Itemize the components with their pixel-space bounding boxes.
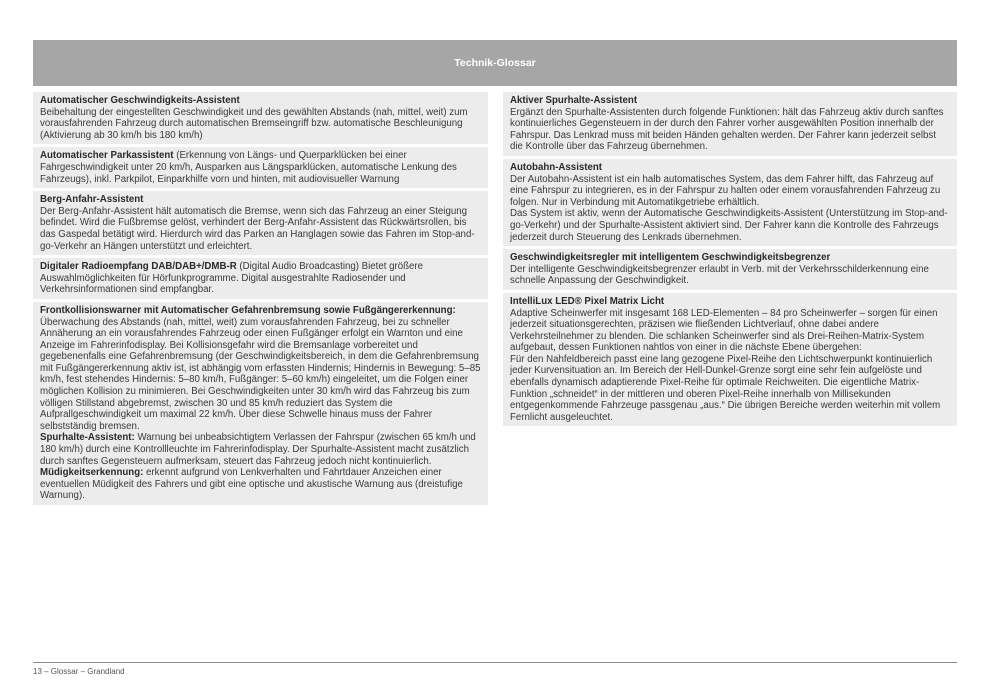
entry-text: Ergänzt den Spurhalte-Assistenten durch folgende Funktionen: hält das Fahrzeug aktiv durch sanftes kontinuierliches Gegensteuern in der durch den Fahrer vorher ausgewählten Position innerhalb der Fahrspur. Das Lenkrad muss mit beiden Händen gehalten werden. Der Fahrer kann jederzeit selbst die Kontrolle über das Fahrzeug übernehmen. [510,106,944,153]
entry-subtitle: Spurhalte-Assistent: [40,432,135,444]
entry-text: Für den Nahfeldbereich passt eine lang gezogene Pixel-Reihe den Lichtschwerpunkt kontinuierlich jeder Kurvensituation an. Im Bereich der Hell-Dunkel-Grenze sorgt eine sehr fein aufgelöste und ebenfalls dynamisch adaptierende Pixel-Reihe für optimale Reichweiten. Die eigentliche Matrix-Funktion „schneidet“ in der mittleren und oberen Pixel-Reihe innerhalb von Millisekunden entgegenkommende Fahrzeuge passgenau „aus.“ Die übrigen Bereiche werden weiterhin mit vollem Fernlicht ausgeleuchtet. [510,353,941,423]
glossary-header-bar [33,40,957,86]
entry-title: IntelliLux LED® Pixel Matrix Licht [510,295,665,307]
footer-divider [33,662,957,663]
entry-text: Überwachung des Abstands (nah, mittel, weit) zum vorausfahrenden Fahrzeug, bei zu schneller Annäherung an ein vorausfahrendes Fahrzeug oder einen Fußgänger erfolgt ein Warnton und eine Anzeige im Fahrerinfodisplay. Bei Kollisionsgefahr wird die Bremsanlage vorbereitet und gegebenenfalls eine Gefahrenbremsung (der Geschwindigkeitsbereich, in dem die Gefahrenbremsung mit Fußgängererkennung aktiv ist, ist abhängig vom erfassten Hindernis; Hindernis in Bewegung: 5–85 km/h, fest stehendes Hindernis: 5–80 km/h, Fußgänger: 5–60 km/h) eingeleitet, um die Folgen einer möglichen Kollision zu minimieren. Bei Geschwindigkeiten unter 30 km/h wird das Fahrzeug bis zum völligen Stillstand abgebremst, zwischen 30 und 85 km/h reduziert das System die Aufprallgeschwindigkeit um maximal 22 km/h. Über diese Schwelle hinaus muss der Fahrer selbstständig bremsen. [40,316,481,432]
right-column [503,92,957,429]
entry-text: Der Berg-Anfahr-Assistent hält automatisch die Bremse, wenn sich das Fahrzeug an einer Steigung befindet. Wird die Fußbremse gelöst, verhindert der Berg-Anfahr-Assistent das Rückwärtsrollen, bis das Gaspedal betätigt wird. Hierdurch wird das Parken an Hanglagen sowie das Fahren im Stop-and-go-Verkehr an Hängen unterstützt und erleichtert. [40,205,475,252]
entry-text: erkennt aufgrund von Lenkverhalten und Fahrtdauer Anzeichen einer eventuellen Müdigkeit des Fahrers und gibt eine optische und akustische Warnung aus (dreistufige Warnung). [40,467,463,502]
entry-title: Digitaler Radioempfang DAB/DAB+/DMB-R [40,261,237,273]
entry-title: Frontkollisionswarner mit Automatischer Gefahrenbremsung sowie Fußgängererkennung: [40,304,456,316]
entry-text: Warnung bei unbeabsichtigtem Verlassen der Fahrspur (zwischen 65 km/h und 180 km/h) durch eine Kontrollleuchte im Fahrerinfodisplay. Der Spurhalte-Assistent macht zusätzlich durch sanftes Gegensteuern aufmerksam, steuert das Fahrzeug jedoch nicht kontinuierlich. [40,432,476,467]
entry-title: Autobahn-Assistent [510,161,603,173]
glossary-entry [33,258,488,299]
entry-text: Beibehaltung der eingestellten Geschwindigkeit und des gewählten Abstands (nah, mittel, weit) zum vorausfahrenden Fahrzeug durch automatischen Bremseingriff bzw. automatische Beschleunigung (Aktivierung ab 30 km/h bis 180 km/h) [40,106,468,141]
entry-title: Aktiver Spurhalte-Assistent [510,95,638,106]
left-column [33,92,488,508]
page-title: Technik-Glossar [454,57,536,69]
entry-text: Der Autobahn-Assistent ist ein halb automatisches System, das dem Fahrer hilft, das Fahrzeug auf eine Fahrspur zu integrieren, es in der Fahrspur zu halten oder einem vorausfahrenden Fahrzeug zu folgen. Nur in Verbindung mit Automatikgetriebe erhältlich. [510,173,941,208]
entry-text: (Digital Audio Broadcasting) Bietet größere Auswahlmöglichkeiten für Hörfunkprogramme. Digital ausgestrahlte Radiosender und Verkehrsinformationen sind empfangbar. [40,261,424,296]
entry-title: Geschwindigkeitsregler mit intelligentem Geschwindigkeitsbegrenzer [510,252,831,264]
entry-text: (Erkennung von Längs- und Querparklücken bei einer Fahrgeschwindigkeit unter 20 km/h, Ausparken aus Längsparklücken, automatische Lenkung des Fahrzeugs), inkl. Parkpilot, Einparkhilfe vorn und hinten, mit audiovisueller Warnung [40,150,457,185]
glossary-entry [503,293,957,427]
glossary-entry [503,249,957,290]
entry-title: Berg-Anfahr-Assistent [40,194,144,206]
glossary-entry [503,159,957,246]
glossary-entry [33,147,488,188]
page-footer: 13 – Glossar – Grandland [33,667,125,676]
entry-text: Adaptive Scheinwerfer mit insgesamt 168 LED-Elementen – 84 pro Scheinwerfer – sorgen für einen jederzeit situationsgerechten, präzisen wie fließenden Lichtverlauf, ohne dabei andere Verkehrsteilnehmer zu blenden. Die schlanken Scheinwerfer sind als Drei-Reihen-Matrix-System aufgebaut, dessen Funktionen nahtlos von einer in die nächste Ebene übergehen: [510,307,938,354]
entry-subtitle: Müdigkeitserkennung: [40,467,144,479]
glossary-entry [503,92,957,156]
entry-title: Automatischer Geschwindigkeits-Assistent [40,95,240,106]
entry-title: Automatischer Parkassistent [40,150,174,162]
entry-text: Der intelligente Geschwindigkeitsbegrenzer erlaubt in Verb. mit der Verkehrsschilderkennung eine schnelle Anpassung der Geschwindigkeit. [510,263,929,287]
glossary-entry [33,92,488,144]
entry-text: Das System ist aktiv, wenn der Automatische Geschwindigkeits-Assistent (Unterstützung im Stop-and-go-Verkehr) und der Spurhalte-Assistent aktiviert sind. Der Fahrer kann die Kontrolle des Fahrzeugs jederzeit durch Steuerung des Lenkrads übernehmen. [510,208,948,243]
glossary-entry [33,191,488,255]
glossary-entry [33,302,488,505]
